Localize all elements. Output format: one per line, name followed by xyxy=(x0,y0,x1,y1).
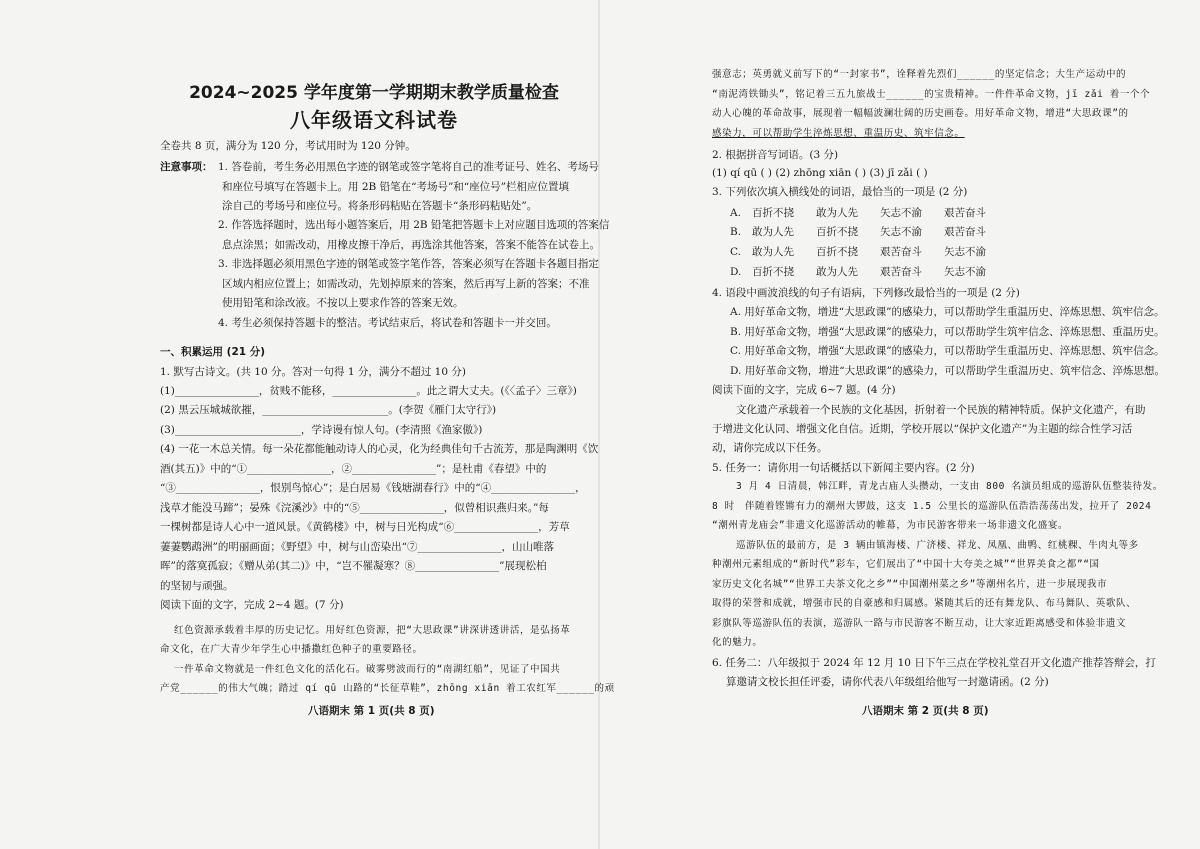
question-1-line: “③________________，恨别鸟惊心”；是白居易《钱塘湖春行》中的“④________________， xyxy=(160,482,586,494)
question-1: 1. 默写古诗文。(共 10 分。答对一句得 1 分，满分不超过 10 分) xyxy=(160,366,466,378)
intro-line: 动，请你完成以下任务。 xyxy=(712,442,828,454)
q3-option-word: 艰苦奋斗 xyxy=(880,246,922,258)
question-1-line: 晖”的落寞孤寂；《赠从弟(其二)》中，“岂不罹凝寒？⑧________________”展现松柏 xyxy=(160,560,547,572)
news-line: 3 月 4 日清晨，韩江畔，青龙古庙人头攒动，一支由 800 名演员组成的巡游队伍整装待发。 xyxy=(736,481,1163,492)
intro-line: 文化遗产承载着一个民族的文化基因，折射着一个民族的精神特质。保护文化遗产，有助 xyxy=(736,404,1146,416)
notice-line: 使用铅笔和涂改液。不按以上要求作答的答案无效。 xyxy=(222,297,464,309)
question-1-line: (2) 黑云压城城欲摧，________________________。(李贺《雁门太守行》) xyxy=(160,404,497,416)
passage-line: 产党______的伟大气魄；踏过 qí qū 山路的“长征草鞋”，zhōng xiān 着工农红军______的顽 xyxy=(160,683,615,694)
q3-option-word: 矢志不渝 xyxy=(880,207,922,219)
notice-label: 注意事项： xyxy=(160,161,213,173)
q3-option-word: 百折不挠 xyxy=(752,266,794,278)
q3-option-word: 百折不挠 xyxy=(752,207,794,219)
q3-option-word: 艰苦奋斗 xyxy=(880,266,922,278)
news-line: 取得的荣誉和成就，增强市民的自豪感和归属感。紧随其后的还有舞龙队、布马舞队、英歌队、 xyxy=(712,598,1137,609)
news-line: 巡游队伍的最前方，是 3 辆由镇海楼、广济楼、祥龙、凤凰、曲鸭、红桃粿、牛肉丸等多 xyxy=(736,540,1139,551)
q3-option-letter: C. xyxy=(730,246,741,258)
passage-line: “南泥湾铁锄头”，铭记着三五九旅战士______的宝贵精神。一件件革命文物，jī zǎi 着一个个 xyxy=(712,89,1151,100)
notice-line: 和座位号填写在答题卡上。用 2B 铅笔在“考场号”和“座位号”栏相应位置填 xyxy=(222,181,570,193)
notice-line: 1. 答卷前，考生务必用黑色字迹的钢笔或签字笔将自己的准考证号、姓名、考场号 xyxy=(218,161,599,173)
intro-line: 于增进文化认同、增强文化自信。近期，学校开展以“保护文化遗产”为主题的综合性学习活 xyxy=(712,423,1133,435)
q3-option-letter: D. xyxy=(730,266,742,278)
question-3: 3. 下列依次填入横线处的词语，最恰当的一项是 (2 分) xyxy=(712,186,968,198)
question-1-line: (4) 一花一木总关情。每一朵花都能触动诗人的心灵，化为经典佳句千古流芳，那是陶渊明《饮 xyxy=(160,443,599,455)
q3-option-word: 矢志不渝 xyxy=(944,266,986,278)
question-6: 6. 任务二：八年级拟于 2024 年 12 月 10 日下午三点在学校礼堂召开文化遗产推荐答辩会，打 xyxy=(712,657,1156,669)
question-2-items: (1) qí qū ( ) (2) zhōng xiān ( ) (3) jī zǎi ( ) xyxy=(712,167,928,179)
page-fold xyxy=(598,0,600,849)
exam-title: 2024~2025 学年度第一学期期末教学质量检查 xyxy=(189,83,559,103)
notice-line: 涂自己的考场号和座位号。将条形码粘贴在答题卡“条形码粘贴处”。 xyxy=(222,200,538,212)
notice-line: 区域内相应位置上；如需改动，先划掉原来的答案，然后再写上新的答案；不准 xyxy=(222,278,590,290)
notice-line: 息点涂黑；如需改动，用橡皮擦干净后，再选涂其他答案，答案不能答在试卷上。 xyxy=(222,239,600,251)
news-line: “潮州青龙庙会”非遗文化巡游活动的帷幕，为市民游客带来一场非遗文化盛宴。 xyxy=(712,520,1069,531)
q3-option-letter: A. xyxy=(730,207,741,219)
reading-note: 阅读下面的文字，完成 6~7 题。(4 分) xyxy=(712,384,896,396)
exam-subtitle: 八年级语文科试卷 xyxy=(290,108,458,132)
q4-option: C. 用好革命文物，增强“大思政课”的感染力，可以帮助学生重温历史、淬炼思想、筑牢信念。 xyxy=(730,345,1165,357)
news-line: 家历史文化名城”“世界工夫茶文化之乡”“中国潮州菜之乡”等潮州名片，进一步展现我市 xyxy=(712,579,1108,590)
notice-line: 2. 作答选择题时，选出每小题答案后，用 2B 铅笔把答题卡上对应题目选项的答案信 xyxy=(218,219,610,231)
question-1-line: 一棵树都是诗人心中一道风景。《黄鹤楼》中，树与日光构成“⑥________________，芳草 xyxy=(160,521,570,533)
news-line: 彩旗队等巡游队伍的表演，巡游队一路与市民游客不断互动，让大家近距离感受和体验非遗文 xyxy=(712,618,1127,629)
question-4: 4. 语段中画波浪线的句子有语病，下列修改最恰当的一项是 (2 分) xyxy=(712,287,1020,299)
question-1-line: 浅草才能没马蹄”；晏殊《浣溪沙》中的“⑤________________，似曾相识燕归来。”每 xyxy=(160,502,549,514)
exam-intro: 全卷共 8 页，满分为 120 分，考试用时为 120 分钟。 xyxy=(160,140,416,152)
q3-option-word: 敢为人先 xyxy=(752,226,794,238)
notice-line: 4. 考生必须保持答题卡的整洁。考试结束后，将试卷和答题卡一并交回。 xyxy=(218,317,557,329)
question-6-line: 算邀请文校长担任评委，请你代表八年级组给他写一封邀请函。(2 分) xyxy=(726,676,1049,688)
section-heading: 一、积累运用 (21 分) xyxy=(160,346,266,358)
page-footer: 八语期末 第 1 页(共 8 页) xyxy=(308,705,435,717)
passage-line: 动人心魄的革命故事，展现着一幅幅波澜壮阔的历史画卷。用好革命文物，增进“大思政课”的 xyxy=(712,108,1129,119)
notice-line: 3. 非选择题必须用黑色字迹的钢笔或签字笔作答，答案必须写在答题卡各题目指定 xyxy=(218,258,599,270)
q3-option-word: 矢志不渝 xyxy=(880,226,922,238)
passage-line: 强意志；英勇就义前写下的“一封家书”，诠释着先烈们______的坚定信念；大生产运动中的 xyxy=(712,69,1127,80)
reading-note: 阅读下面的文字，完成 2~4 题。(7 分) xyxy=(160,599,344,611)
q3-option-word: 百折不挠 xyxy=(816,226,858,238)
question-2: 2. 根据拼音写词语。(3 分) xyxy=(712,149,839,161)
page-2 xyxy=(712,0,1165,849)
q3-option-letter: B. xyxy=(730,226,742,238)
q3-option-word: 敢为人先 xyxy=(816,266,858,278)
question-1-line: (1)________________，贫贱不能移，________________。此之谓大丈夫。(《〈孟子〉三章》) xyxy=(160,385,577,397)
question-1-line: 萋萋鹦鹉洲”的明丽画面；《野望》中，树与山峦染出“⑦________________，山山唯落 xyxy=(160,541,554,553)
news-line: 种潮州元素组成的“新时代”彩车，它们展出了“中国十大夸美之城”“世界美食之都”“国 xyxy=(712,559,1100,570)
wavy-sentence: 感染力，可以帮助学生淬炼思想、重温历史、筑牢信念。 xyxy=(712,128,965,139)
q4-option: B. 用好革命文物，增强“大思政课”的感染力，可以帮助学生筑牢信念、淬炼思想、重温历史。 xyxy=(730,326,1165,338)
question-5: 5. 任务一：请你用一句话概括以下新闻主要内容。(2 分) xyxy=(712,462,975,474)
q3-option-word: 百折不挠 xyxy=(816,246,858,258)
news-line: 化的魅力。 xyxy=(712,637,763,648)
question-1-line: 酒(其五)》中的“①________________，②________________”；是杜甫《春望》中的 xyxy=(160,463,547,475)
passage-line: 一件革命文物就是一件红色文化的活化石。破雾劈波而行的“南湖红船”，见证了中国共 xyxy=(174,664,561,675)
q3-option-word: 矢志不渝 xyxy=(944,246,986,258)
question-1-line: 的坚韧与顽强。 xyxy=(160,580,234,592)
passage-line: 红色资源承载着丰厚的历史记忆。用好红色资源，把“大思政课”讲深讲透讲活，是弘扬革 xyxy=(174,625,571,636)
q3-option-word: 敢为人先 xyxy=(816,207,858,219)
q3-option-word: 艰苦奋斗 xyxy=(944,226,986,238)
page-1 xyxy=(160,0,615,849)
page-footer: 八语期末 第 2 页(共 8 页) xyxy=(862,705,989,717)
q3-option-word: 艰苦奋斗 xyxy=(944,207,986,219)
passage-line: 命文化，在广大青少年学生心中播撒红色种子的重要路径。 xyxy=(160,644,423,655)
q4-option: D. 用好革命文物，增进“大思政课”的感染力，可以帮助学生重温历史、筑牢信念、淬炼思想。 xyxy=(730,365,1165,377)
question-1-line: (3)________________________，学诗谩有惊人句。(李清照《渔家傲》) xyxy=(160,424,483,436)
news-line: 8 时 伴随着铿锵有力的潮州大锣鼓，这支 1.5 公里长的巡游队伍浩浩荡荡出发，拉开了 2024 xyxy=(712,501,1152,512)
q4-option: A. 用好革命文物，增进“大思政课”的感染力，可以帮助学生重温历史、淬炼思想、筑牢信念。 xyxy=(730,306,1165,318)
q3-option-word: 敢为人先 xyxy=(752,246,794,258)
